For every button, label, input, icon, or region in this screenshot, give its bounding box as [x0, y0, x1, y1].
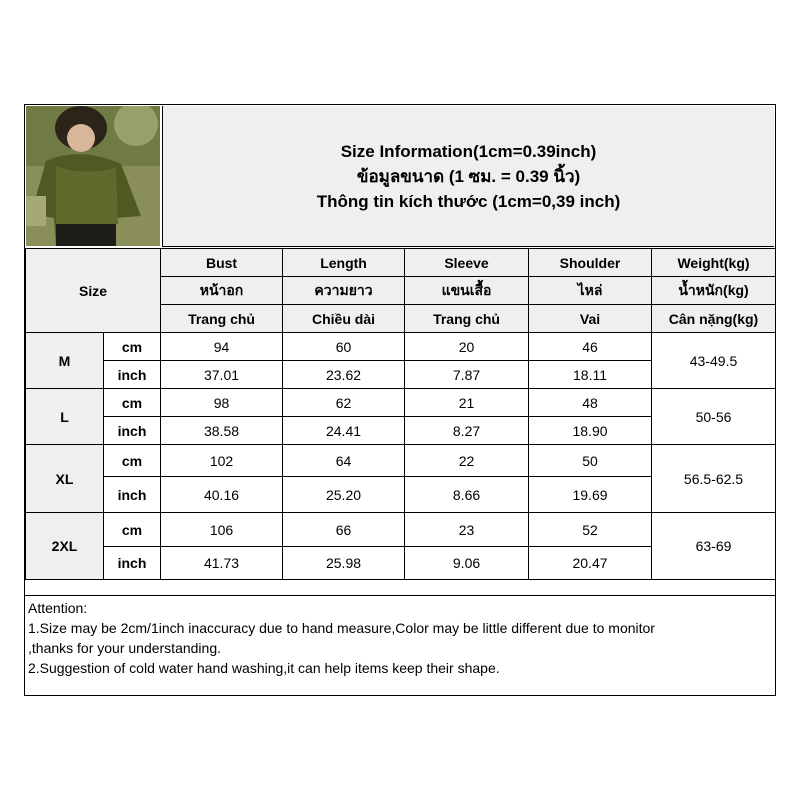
column-header-weight: Weight(kg)	[652, 249, 776, 277]
table-cell: 102	[161, 445, 283, 477]
column-header-shoulder-vi: Vai	[529, 305, 652, 333]
table-cell: 64	[283, 445, 405, 477]
column-header-sleeve-vi: Trang chủ	[405, 305, 529, 333]
column-header-shoulder-thai: ไหล่	[529, 277, 652, 305]
table-cell: 21	[405, 389, 529, 417]
table-cell: 23	[405, 513, 529, 547]
table-cell: 52	[529, 513, 652, 547]
table-row-2xl-cm	[26, 513, 776, 547]
size-table	[25, 248, 776, 580]
table-cell: 20.47	[529, 547, 652, 580]
attention-notes	[25, 595, 775, 695]
column-header-shoulder: Shoulder	[529, 249, 652, 277]
table-cell: 41.73	[161, 547, 283, 580]
size-name-l: L	[26, 389, 104, 445]
table-cell: 19.69	[529, 477, 652, 513]
column-header-length: Length	[283, 249, 405, 277]
table-cell: 98	[161, 389, 283, 417]
unit-inch: inch	[104, 477, 161, 513]
table-cell: 23.62	[283, 361, 405, 389]
unit-inch: inch	[104, 547, 161, 580]
column-header-sleeve: Sleeve	[405, 249, 529, 277]
table-cell: 46	[529, 333, 652, 361]
size-name-m: M	[26, 333, 104, 389]
table-cell: 18.90	[529, 417, 652, 445]
table-cell: 66	[283, 513, 405, 547]
table-cell: 48	[529, 389, 652, 417]
table-cell: 20	[405, 333, 529, 361]
table-cell: 25.20	[283, 477, 405, 513]
product-photo-image	[26, 106, 160, 246]
column-header-length-thai: ความยาว	[283, 277, 405, 305]
size-name-xl: XL	[26, 445, 104, 513]
table-row-l-cm	[26, 389, 776, 417]
size-header: Size	[26, 249, 161, 333]
column-header-bust-thai: หน้าอก	[161, 277, 283, 305]
note-2: 2.Suggestion of cold water hand washing,it can help items keep their shape.	[28, 660, 500, 676]
size-chart	[24, 104, 776, 696]
table-cell: 60	[283, 333, 405, 361]
unit-cm: cm	[104, 445, 161, 477]
table-cell: 9.06	[405, 547, 529, 580]
column-header-weight-thai: น้ำหนัก(kg)	[652, 277, 776, 305]
table-cell: 62	[283, 389, 405, 417]
title-thai: ข้อมูลขนาด (1 ซม. = 0.39 นิ้ว)	[356, 166, 581, 186]
unit-cm: cm	[104, 333, 161, 361]
table-cell: 106	[161, 513, 283, 547]
table-cell: 50	[529, 445, 652, 477]
table-cell: 38.58	[161, 417, 283, 445]
column-header-length-vi: Chiều dài	[283, 305, 405, 333]
table-cell: 25.98	[283, 547, 405, 580]
table-cell: 24.41	[283, 417, 405, 445]
weight-cell: 63-69	[652, 513, 776, 580]
table-cell: 22	[405, 445, 529, 477]
unit-cm: cm	[104, 513, 161, 547]
unit-inch: inch	[104, 361, 161, 389]
notes-heading: Attention:	[28, 600, 88, 616]
table-cell: 18.11	[529, 361, 652, 389]
unit-cm: cm	[104, 389, 161, 417]
header-row-english	[26, 249, 776, 277]
title-english: Size Information(1cm=0.39inch)	[340, 141, 597, 161]
column-header-sleeve-thai: แขนเสื้อ	[405, 277, 529, 305]
table-cell: 94	[161, 333, 283, 361]
product-photo	[26, 106, 160, 246]
size-name-2xl: 2XL	[26, 513, 104, 580]
table-cell: 40.16	[161, 477, 283, 513]
table-row-xl-cm	[26, 445, 776, 477]
table-cell: 7.87	[405, 361, 529, 389]
title-vietnamese: Thông tin kích thước (1cm=0,39 inch)	[316, 191, 621, 211]
unit-inch: inch	[104, 417, 161, 445]
column-header-bust-vi: Trang chủ	[161, 305, 283, 333]
weight-cell: 56.5-62.5	[652, 445, 776, 513]
table-cell: 8.27	[405, 417, 529, 445]
weight-cell: 43-49.5	[652, 333, 776, 389]
title-box	[162, 106, 774, 247]
table-cell: 37.01	[161, 361, 283, 389]
note-1-continued: ,thanks for your understanding.	[28, 640, 222, 656]
column-header-weight-vi: Cân nặng(kg)	[652, 305, 776, 333]
table-cell: 8.66	[405, 477, 529, 513]
column-header-bust: Bust	[161, 249, 283, 277]
table-row-m-cm	[26, 333, 776, 361]
note-1: 1.Size may be 2cm/1inch inaccuracy due to hand measure,Color may be little different due to monitor	[28, 620, 655, 636]
weight-cell: 50-56	[652, 389, 776, 445]
